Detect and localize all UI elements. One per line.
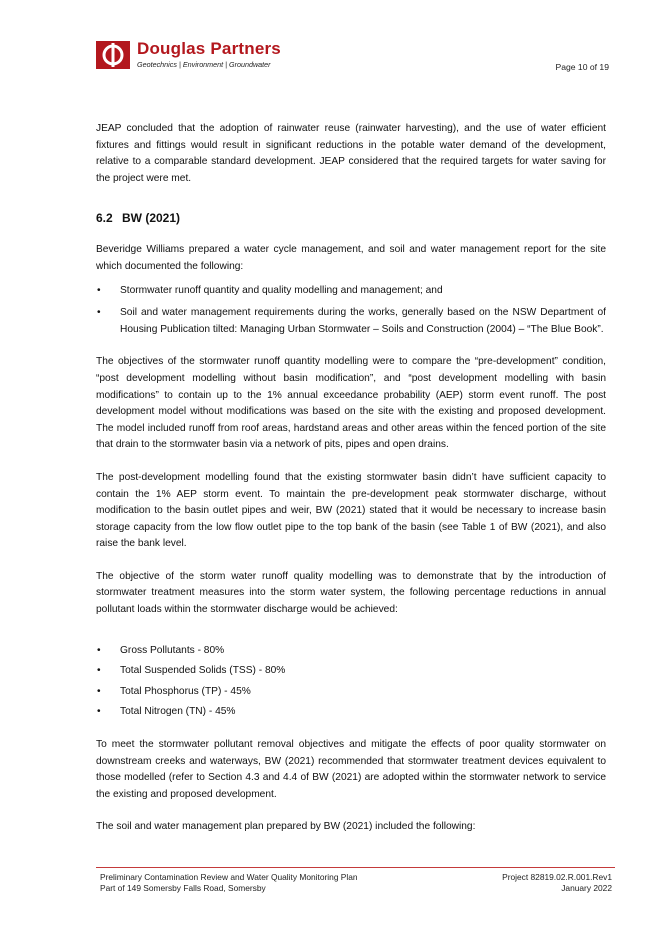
- bullet-icon: •: [97, 284, 101, 296]
- list-item-text: Gross Pollutants - 80%: [120, 644, 225, 656]
- section-heading: [96, 211, 606, 226]
- paragraph-2: The objectives of the stormwater runoff quantity modelling were to compare the “pre-development” condition, “post development modelling without basin modification”, and “post development modelling with basin modifications” to contain up to the 1% annual exceedance probability (AEP) storm event runoff. The post development model without modifications was based on the site with the existing and proposed development. The model included runoff from roof areas, hardstand areas and other areas within the fenced portion of the site that drain to the stormwater basin via a network of pits, pipes and open drains.: [96, 356, 606, 451]
- list-item-text: Total Nitrogen (TN) - 45%: [120, 706, 236, 718]
- bullet-icon: •: [97, 644, 101, 656]
- footer-site-address: Part of 149 Somersby Falls Road, Somersby: [100, 882, 266, 893]
- list-item: [96, 663, 606, 680]
- bullet-list-2: [96, 643, 606, 721]
- list-item: [96, 283, 606, 300]
- footer-divider: [96, 867, 615, 868]
- logo-tagline: Geotechnics | Environment | Groundwater: [137, 60, 271, 69]
- footer-date: January 2022: [561, 882, 612, 893]
- list-item-text: Soil and water management requirements during the works, generally based on the NSW Department of Housing Publication tilted: Managing Urban Stormwater – Soils and Construction (2004) – “The Blue Book”.: [120, 307, 606, 335]
- list-item: [96, 643, 606, 660]
- intro-paragraph: JEAP concluded that the adoption of rainwater reuse (rainwater harvesting), and the use of water efficient fixtures and fittings would result in significant reductions in the potable water demand of the development, relative to a comparable standard development. JEAP considered that the required targets for water saving for the project were met.: [96, 123, 606, 184]
- paragraph-6: The soil and water management plan prepared by BW (2021) included the following:: [96, 821, 476, 833]
- bullet-icon: •: [97, 706, 101, 718]
- logo-name: Douglas Partners: [137, 39, 281, 58]
- bullet-icon: •: [97, 665, 101, 677]
- list-item: [96, 305, 606, 338]
- list-item-text: Stormwater runoff quantity and quality modelling and management; and: [120, 284, 443, 296]
- paragraph-3: The post-development modelling found that the existing stormwater basin didn’t have sufficient capacity to contain the 1% AEP storm event. To maintain the pre-development peak stormwater discharge, without modification to the basin outlet pipes and weir, BW (2021) stated that it would be necessary to increase basin storage capacity from the low flow outlet pipe to the top bank of the basin (see Table 1 of BW (2021), and also raise the bank level.: [96, 471, 606, 550]
- document-body: [96, 121, 606, 836]
- list-item: [96, 684, 606, 701]
- bullet-icon: •: [97, 685, 101, 697]
- logo-mark-icon: [96, 41, 130, 69]
- paragraph-4: The objective of the storm water runoff quality modelling was to demonstrate that by the introduction of stormwater treatment measures into the storm water system, the following percentage reductions in annual pollutant loads within the stormwater discharge would be achieved:: [96, 570, 606, 616]
- bullet-list-1: [96, 283, 606, 339]
- section-number: 6.2: [96, 211, 113, 226]
- list-item-text: Total Suspended Solids (TSS) - 80%: [120, 665, 286, 677]
- section-title: BW (2021): [122, 211, 181, 226]
- footer-report-title: Preliminary Contamination Review and Water Quality Monitoring Plan: [100, 872, 358, 882]
- bullet-icon: •: [97, 307, 101, 319]
- list-item-text: Total Phosphorus (TP) - 45%: [120, 685, 251, 697]
- footer-right: [502, 872, 612, 893]
- footer-project-number: Project 82819.02.R.001.Rev1: [502, 872, 612, 882]
- footer-left: [100, 872, 358, 893]
- paragraph-1: Beveridge Williams prepared a water cycle management, and soil and water management report for the site which documented the following:: [96, 244, 606, 272]
- company-logo: [96, 41, 316, 71]
- page-number: Page 10 of 19: [555, 62, 609, 72]
- paragraph-5: To meet the stormwater pollutant removal objectives and mitigate the effects of poor quality stormwater on downstream creeks and waterways, BW (2021) recommended that stormwater treatment devices equivalent to those modelled (refer to Section 4.3 and 4.4 of BW (2021) are adopted within the stormwater network to service the existing and proposed development.: [96, 739, 606, 800]
- list-item: [96, 704, 606, 721]
